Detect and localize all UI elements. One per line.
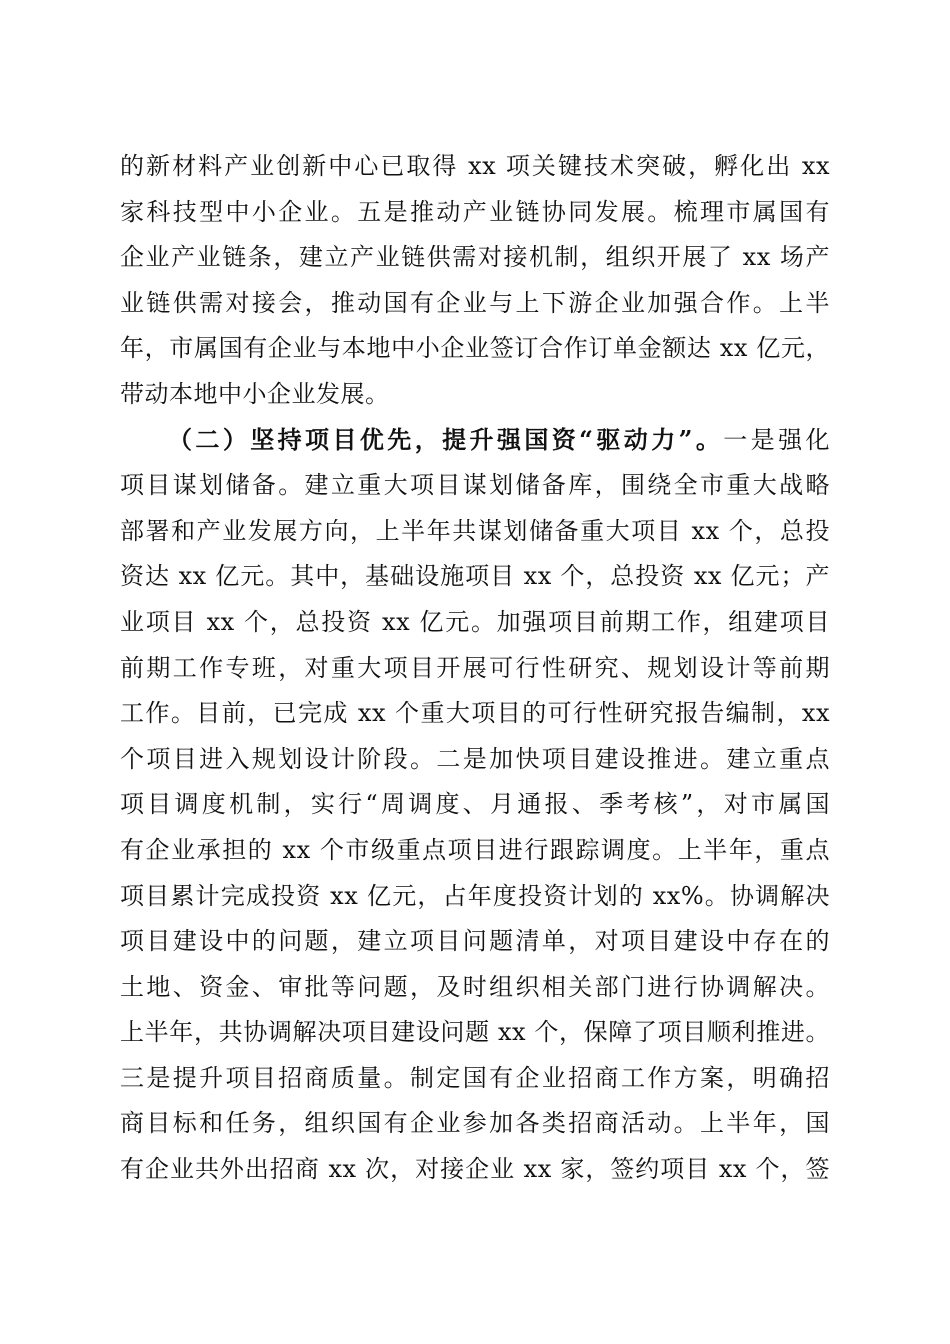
text-line: 三是提升项目招商质量。制定国有企业招商工作方案，明确招 (120, 1063, 830, 1092)
text-line: 资达 xx 亿元。其中，基础设施项目 xx 个，总投资 xx 亿元；产 (120, 562, 830, 591)
text-line: 工作。目前，已完成 xx 个重大项目的可行性研究报告编制，xx (120, 699, 830, 728)
text-line: 土地、资金、审批等问题，及时组织相关部门进行协调解决。 (120, 972, 830, 1001)
text-line: 企业产业链条，建立产业链供需对接机制，组织开展了 xx 场产 (120, 243, 830, 272)
text-line: 带动本地中小企业发展。 (120, 379, 390, 408)
text-line: 有企业共外出招商 xx 次，对接企业 xx 家，签约项目 xx 个，签 (120, 1155, 830, 1184)
text-line: 部署和产业发展方向，上半年共谋划储备重大项目 xx 个，总投 (120, 516, 830, 545)
text-line: 项目累计完成投资 xx 亿元，占年度投资计划的 xx%。协调解决 (120, 881, 830, 910)
text-line: 个项目进入规划设计阶段。二是加快项目建设推进。建立重点 (120, 744, 830, 773)
text-line: 有企业承担的 xx 个市级重点项目进行跟踪调度。上半年，重点 (120, 835, 830, 864)
text-line: 项目调度机制，实行“周调度、月通报、季考核”，对市属国 (120, 790, 830, 819)
text-line: 上半年，共协调解决项目建设问题 xx 个，保障了项目顺利推进。 (120, 1018, 830, 1047)
text-line: 家科技型中小企业。五是推动产业链协同发展。梳理市属国有 (120, 197, 830, 226)
text-line: 业项目 xx 个，总投资 xx 亿元。加强项目前期工作，组建项目 (120, 607, 830, 636)
text-line: 前期工作专班，对重大项目开展可行性研究、规划设计等前期 (120, 653, 830, 682)
section-heading-line (120, 420, 830, 466)
body-text (120, 146, 830, 1195)
text-line: 商目标和任务，组织国有企业参加各类招商活动。上半年，国 (120, 1109, 830, 1138)
text-line: 的新材料产业创新中心已取得 xx 项关键技术突破，孵化出 xx (120, 152, 830, 180)
text-line: 项目建设中的问题，建立项目问题清单，对项目建设中存在的 (120, 927, 830, 956)
text-run: 一是强化 (723, 425, 831, 454)
text-line: 业链供需对接会，推动国有企业与上下游企业加强合作。上半 (120, 288, 830, 317)
text-line: 年，市属国有企业与本地中小企业签订合作订单金额达 xx 亿元， (120, 334, 830, 363)
section-heading: （二）坚持项目优先，提升强国资“驱动力”。 (168, 424, 724, 454)
text-line: 项目谋划储备。建立重大项目谋划储备库，围绕全市重大战略 (120, 471, 830, 500)
